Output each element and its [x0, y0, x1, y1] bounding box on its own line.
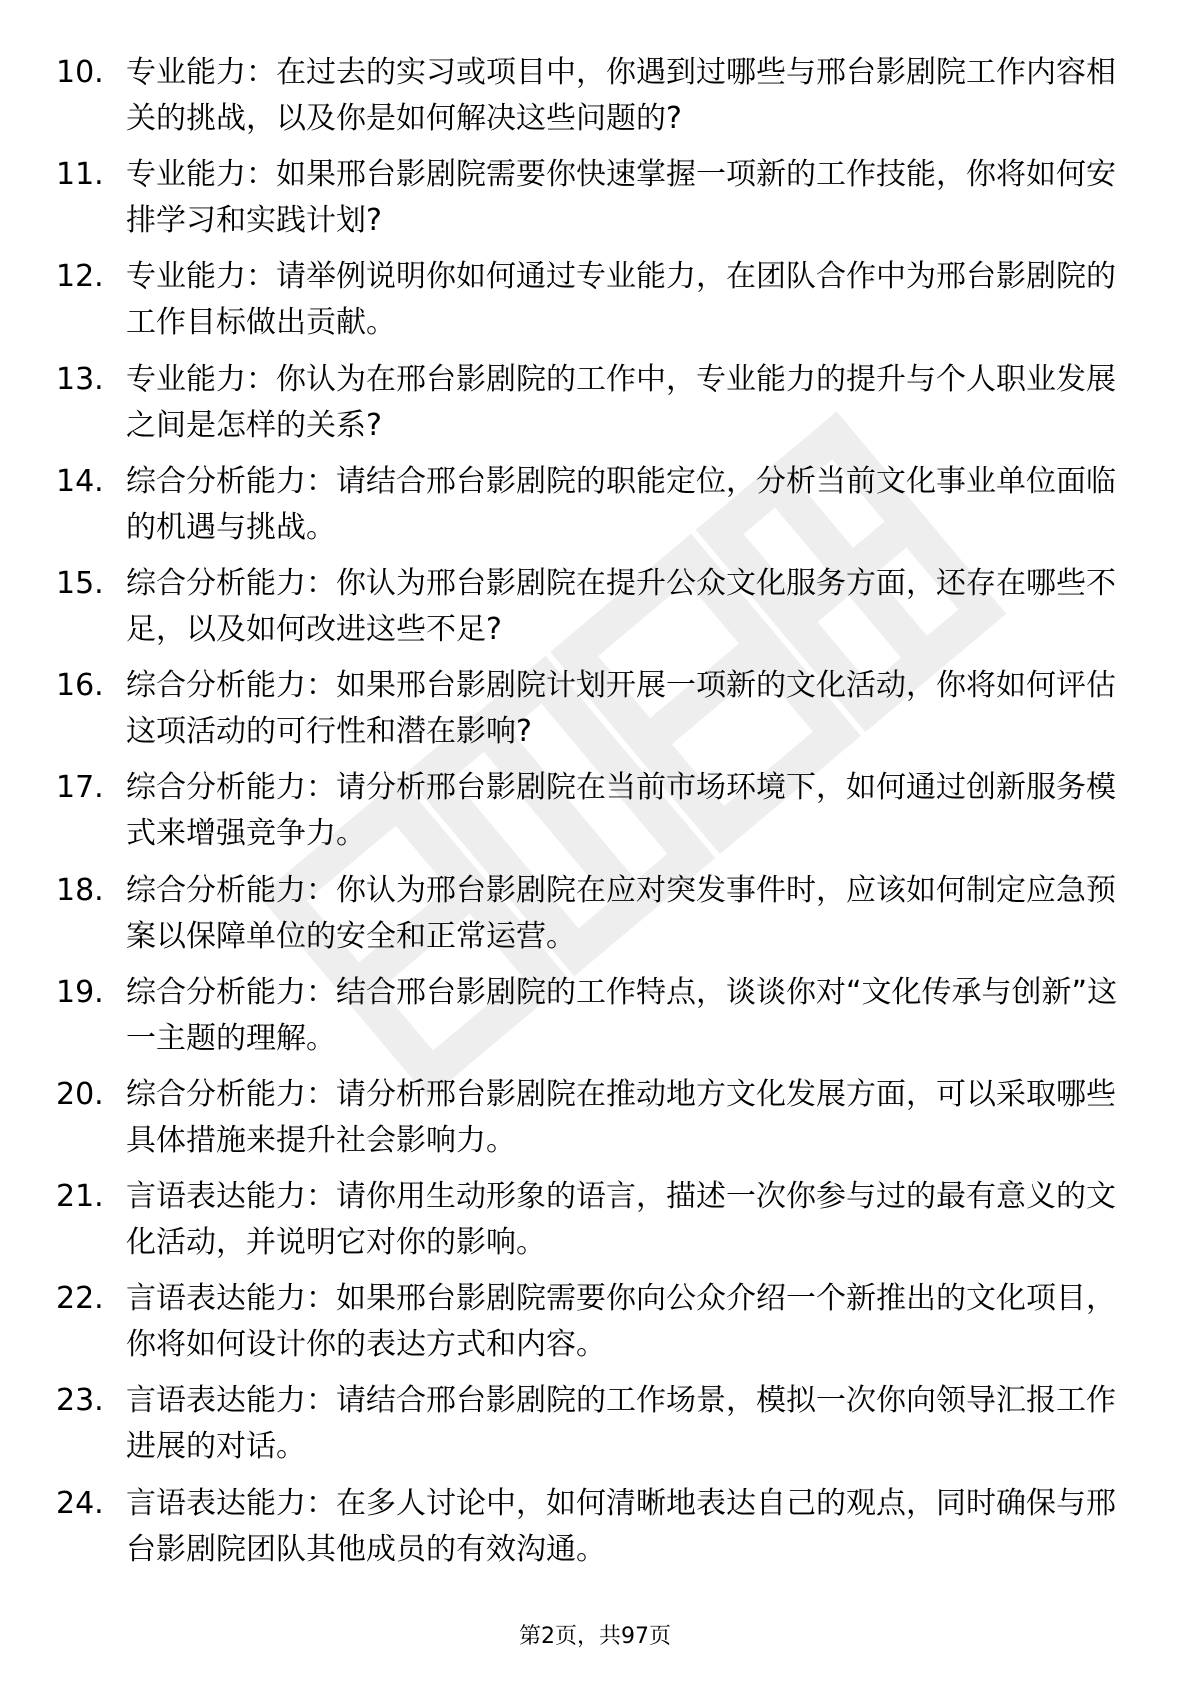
- question-number: 15.: [56, 565, 104, 601]
- question-item: [56, 254, 1136, 356]
- question-text: 言语表达能力：请结合邢台影剧院的工作场景，模拟一次你向领导汇报工作进展的对话。: [126, 1383, 1116, 1465]
- question-list: [56, 50, 1136, 1583]
- question-text: 言语表达能力：如果邢台影剧院需要你向公众介绍一个新推出的文化项目，你将如何设计你的表达方式和内容。: [126, 1281, 1116, 1363]
- question-item: [56, 1378, 1136, 1480]
- question-text: 综合分析能力：你认为邢台影剧院在应对突发事件时，应该如何制定应急预案以保障单位的安全和正常运营。: [126, 872, 1116, 954]
- question-text: 综合分析能力：请分析邢台影剧院在当前市场环境下，如何通过创新服务模式来增强竞争力。: [126, 770, 1116, 852]
- question-number: 22.: [56, 1281, 104, 1317]
- question-item: [56, 1174, 1136, 1276]
- question-text: 言语表达能力：在多人讨论中，如何清晰地表达自己的观点，同时确保与邢台影剧院团队其他成员的有效沟通。: [126, 1485, 1116, 1567]
- question-item: [56, 152, 1136, 254]
- question-item: [56, 663, 1136, 765]
- question-number: 23.: [56, 1383, 104, 1419]
- question-text: 专业能力：在过去的实习或项目中，你遇到过哪些与邢台影剧院工作内容相关的挑战，以及你是如何解决这些问题的?: [126, 55, 1116, 136]
- question-text: 综合分析能力：请分析邢台影剧院在推动地方文化发展方面，可以采取哪些具体措施来提升社会影响力。: [126, 1076, 1116, 1158]
- question-number: 21.: [56, 1179, 104, 1215]
- question-number: 24.: [56, 1485, 104, 1521]
- question-item: [56, 1072, 1136, 1174]
- question-number: 20.: [56, 1076, 104, 1112]
- question-item: [56, 50, 1136, 152]
- question-text: 综合分析能力：请结合邢台影剧院的职能定位，分析当前文化事业单位面临的机遇与挑战。: [126, 463, 1116, 545]
- question-text: 专业能力：你认为在邢台影剧院的工作中，专业能力的提升与个人职业发展之间是怎样的关系?: [126, 361, 1116, 443]
- question-item: [56, 561, 1136, 663]
- question-text: 专业能力：如果邢台影剧院需要你快速掌握一项新的工作技能，你将如何安排学习和实践计划?: [126, 157, 1116, 239]
- question-item: [56, 459, 1136, 561]
- question-text: 综合分析能力：如果邢台影剧院计划开展一项新的文化活动，你将如何评估这项活动的可行性和潜在影响?: [126, 668, 1116, 750]
- question-number: 17.: [56, 770, 104, 806]
- question-number: 13.: [56, 361, 104, 397]
- question-number: 12.: [56, 259, 104, 295]
- question-item: [56, 357, 1136, 459]
- question-item: [56, 1276, 1136, 1378]
- question-item: [56, 1481, 1136, 1583]
- question-text: 综合分析能力：你认为邢台影剧院在提升公众文化服务方面，还存在哪些不足，以及如何改进这些不足?: [126, 565, 1116, 647]
- page-footer: 第2页，共97页: [519, 1624, 671, 1649]
- question-text: 专业能力：请举例说明你如何通过专业能力，在团队合作中为邢台影剧院的工作目标做出贡献。: [126, 259, 1116, 341]
- question-item: [56, 765, 1136, 867]
- question-number: 19.: [56, 974, 104, 1010]
- question-text: 言语表达能力：请你用生动形象的语言，描述一次你参与过的最有意义的文化活动，并说明它对你的影响。: [126, 1179, 1116, 1261]
- question-number: 16.: [56, 668, 104, 704]
- question-item: [56, 868, 1136, 970]
- question-item: [56, 970, 1136, 1072]
- question-number: 11.: [56, 157, 104, 193]
- question-number: 18.: [56, 872, 104, 908]
- question-number: 14.: [56, 463, 104, 499]
- question-text: 综合分析能力：结合邢台影剧院的工作特点，谈谈你对“文化传承与创新”这一主题的理解。: [126, 974, 1118, 1056]
- question-number: 10.: [56, 55, 104, 90]
